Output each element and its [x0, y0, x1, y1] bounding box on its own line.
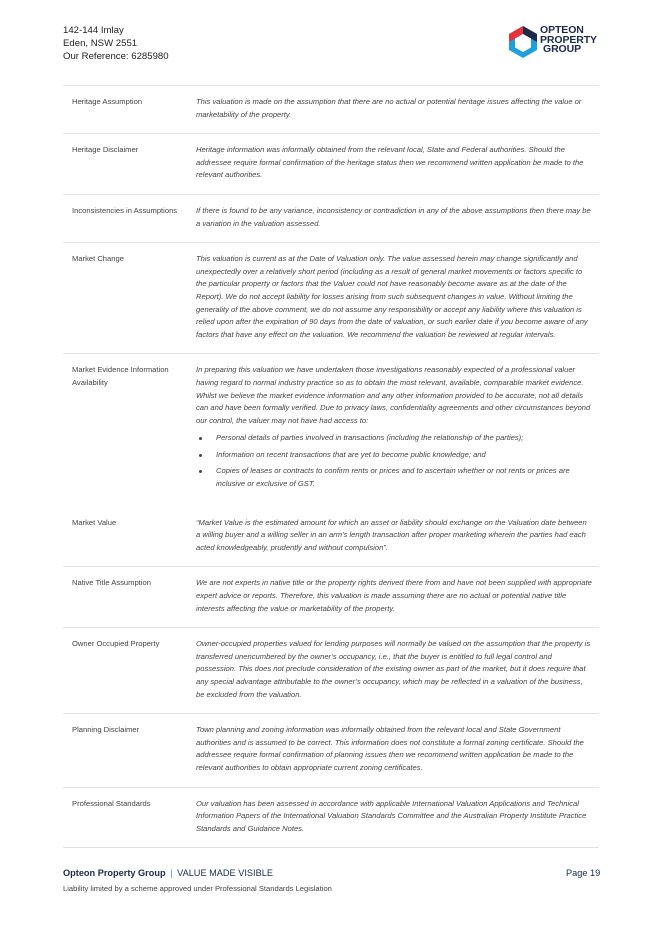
- definition-row: [63, 628, 599, 714]
- definition-text: Heritage information was informally obtained from the relevant local, State and Federal authorities. Should the addressee require formal confirmation of the heritage status then we recommend written application be made to the relevant authorities.: [196, 145, 584, 180]
- definition-text: In preparing this valuation we have undertaken those investigations reasonably expected of a professional valuer having regard to normal industry practice so as to obtain the most relevant, available, comparable market evidence. Whilst we believe the market evidence information and any other information provided to be accurate, not all details can and have been formally verified. Due to privacy laws, confidentiality agreements and other circumstances beyond our control, the valuer may not have had access to: Personal details of parties involved in transactions (including the relationship of the parties); Information on recent transactions that are yet to become public knowledge; and Copies of leases or contracts to confirm rents or prices and to ascertain whether or not rents or prices are inclusive or exclusive of GST.: [196, 354, 599, 506]
- definition-row: [63, 507, 599, 568]
- footer-brand: [63, 868, 273, 878]
- definition-text: This valuation is made on the assumption that there are no actual or potential heritage issues affecting the value or marketability of the property.: [196, 97, 582, 119]
- logo-line-3: GROUP: [543, 43, 582, 55]
- term-label: Professional Standards: [72, 798, 151, 808]
- definition-text: Our valuation has been assessed in accordance with applicable International Valuation Applications and Technical Information Papers of the International Valuation Standards Committee and the Australian Property Institute Practice Standards and Guidance Notes.: [196, 798, 587, 833]
- definition-text: Town planning and zoning information was informally obtained from the relevant local and State Government authorities and is assumed to be correct. This information does not constitute a formal zoning certificate. Should the addressee require formal confirmation of planning issues then we recommend written application be made to the relevant authorities to obtain appropriate current zoning certificates.: [196, 725, 584, 772]
- definition-row: [63, 788, 599, 849]
- bullet-list: [196, 432, 593, 490]
- logo-line-1: OPTEON: [540, 24, 584, 36]
- term-label: Planning Disclaimer: [72, 725, 140, 735]
- address-line-2: Eden, NSW 2551: [63, 38, 138, 49]
- definition-text: “Market Value is the estimated amount for which an asset or liability should exchange on the Valuation date between a willing buyer and a willing seller in an arm’s length transaction after proper marketing wherein the parties had each acted knowledgeably, prudently and without compulsion”.: [196, 517, 587, 552]
- reference-number: Our Reference: 6285980: [63, 51, 169, 62]
- definition-row: [63, 86, 599, 134]
- bullet-icon: [199, 470, 202, 473]
- definitions-table: [63, 86, 599, 848]
- opteon-logo-icon: [505, 24, 541, 60]
- definition-row: [63, 134, 599, 195]
- footer-liability: Liability limited by a scheme approved under Professional Standards Legislation: [63, 884, 332, 893]
- definition-row: [63, 195, 599, 243]
- logo-wordmark: [540, 26, 597, 55]
- term-label: Heritage Disclaimer: [72, 145, 139, 155]
- footer-separator: |: [170, 868, 173, 878]
- definition-row: [63, 243, 599, 354]
- definition-row: [63, 567, 599, 628]
- definition-text: If there is found to be any variance, inconsistency or contradiction in any of the above assumptions then there may be a variation in the valuation assessed.: [196, 205, 591, 228]
- page-number: Page 19: [566, 868, 601, 878]
- address-line-1: 142-144 Imlay: [63, 25, 124, 36]
- term-label: Native Title Assumption: [72, 578, 151, 588]
- definition-text: We are not experts in native title or the property rights derived there from and have not been supplied with appropriate expert advice or reports. Therefore, this valuation is made assuming there are no actual or potential native title interests affecting the value or marketability of the property.: [196, 578, 592, 613]
- list-item: Personal details of parties involved in transactions (including the relationship of the parties);: [196, 432, 593, 445]
- footer-company: Opteon Property Group: [63, 868, 166, 878]
- definition-text: This valuation is current as at the Date of Valuation only. The value assessed herein may change significantly and unexpectedly over a relatively short period (including as a result of general market movements or factors specific to the particular property or factors that the Valuer could not have reasonably become aware as at the date of the Report). We do not accept liability for losses arising from such subsequent changes in value. Without limiting the generality of the above comment, we do not assume any responsibility or accept any liability where this valuation is relied upon after the expiration of 90 days from the date of valuation, or such earlier date if you become aware of any factors that have any effect on the valuation. We recommend the valuation be reviewed at regular intervals.: [196, 254, 588, 339]
- header-address: [63, 24, 169, 63]
- definition-row: [63, 354, 599, 506]
- definition-row: [63, 714, 599, 787]
- term-label: Inconsistencies in Assumptions: [72, 205, 178, 215]
- term-label: Market Change: [72, 254, 124, 264]
- term-label: Market Evidence Information Availability: [72, 365, 169, 387]
- list-item: Copies of leases or contracts to confirm rents or prices and to ascertain whether or not rents or prices are inclusive or exclusive of GST.: [196, 465, 593, 490]
- logo-line-2: PROPERTY: [540, 33, 597, 46]
- term-label: Market Value: [72, 517, 117, 527]
- term-label: Owner Occupied Property: [72, 639, 160, 649]
- footer-tagline: VALUE MADE VISIBLE: [177, 868, 273, 878]
- term-label: Heritage Assumption: [72, 97, 143, 106]
- bullet-icon: [199, 437, 202, 440]
- definition-text: Owner-occupied properties valued for lending purposes will normally be valued on the assumption that the property is transferred unencumbered by the owner’s occupancy, i.e., that the buyer is entitled to full legal control and possession. This does not preclude consideration of the existing owner as part of the market, but it does require that any special advantage attributable to the owner’s occupancy, which may be reflected in a valuation of the business, be excluded from the valuation.: [196, 639, 591, 699]
- list-item: Information on recent transactions that are yet to become public knowledge; and: [196, 449, 593, 462]
- bullet-icon: [199, 454, 202, 457]
